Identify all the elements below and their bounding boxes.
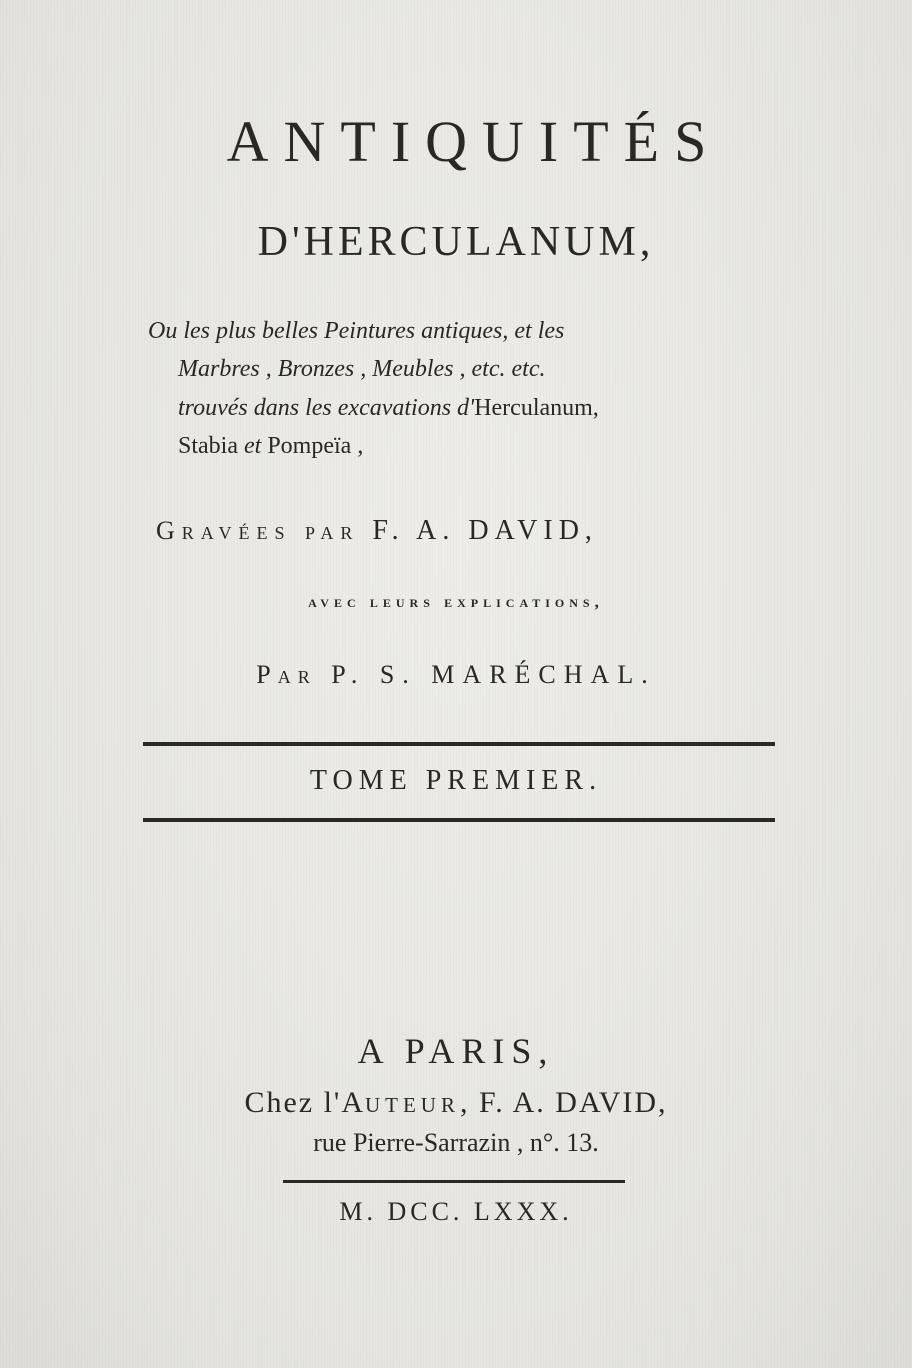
subtitle-line-2: Marbres , Bronzes , Meubles , etc. etc. bbox=[178, 356, 546, 382]
imprint-date: M. DCC. LXXX. bbox=[339, 1197, 573, 1226]
imprint-chez: Chez l'A bbox=[244, 1086, 365, 1119]
with-explanations: avec leurs explications, bbox=[308, 592, 604, 611]
engraver-name: F. A. DAVID, bbox=[372, 515, 598, 546]
imprint-auteur: uteur bbox=[364, 1086, 460, 1119]
imprint-city: A PARIS, bbox=[357, 1031, 555, 1071]
imprint-publisher-line bbox=[0, 1086, 912, 1120]
engraved-by-line bbox=[156, 515, 912, 547]
subtitle-line-4-pompeia: Pompeïa , bbox=[261, 433, 364, 459]
subtitle-line-3-roman: Herculanum, bbox=[474, 395, 599, 421]
subtitle-line-4-stabia: Stabia bbox=[178, 433, 244, 459]
volume-label: TOME PREMIER. bbox=[309, 765, 603, 796]
subtitle-line-3 bbox=[178, 395, 878, 422]
rule-imprint bbox=[283, 1180, 625, 1183]
author-line bbox=[0, 660, 912, 690]
by-label: Par bbox=[256, 660, 317, 689]
imprint-publisher: , F. A. DAVID, bbox=[459, 1086, 668, 1119]
title-herculanum: D'HERCULANUM, bbox=[257, 219, 655, 265]
rule-top bbox=[143, 742, 775, 746]
subtitle-line-4-et: et bbox=[244, 433, 262, 459]
subtitle-line-1: Ou les plus belles Peintures antiques, et les bbox=[148, 318, 565, 344]
author-name: P. S. MARÉCHAL. bbox=[331, 660, 656, 689]
engraved-by-label: Gravées par bbox=[156, 516, 360, 545]
subtitle-line-3-italic: trouvés dans les excavations d' bbox=[178, 395, 475, 421]
subtitle-line-4 bbox=[178, 433, 878, 460]
rule-bottom bbox=[143, 818, 775, 822]
title-antiquites: ANTIQUITÉS bbox=[226, 109, 722, 174]
imprint-address: rue Pierre-Sarrazin , n°. 13. bbox=[313, 1128, 599, 1157]
